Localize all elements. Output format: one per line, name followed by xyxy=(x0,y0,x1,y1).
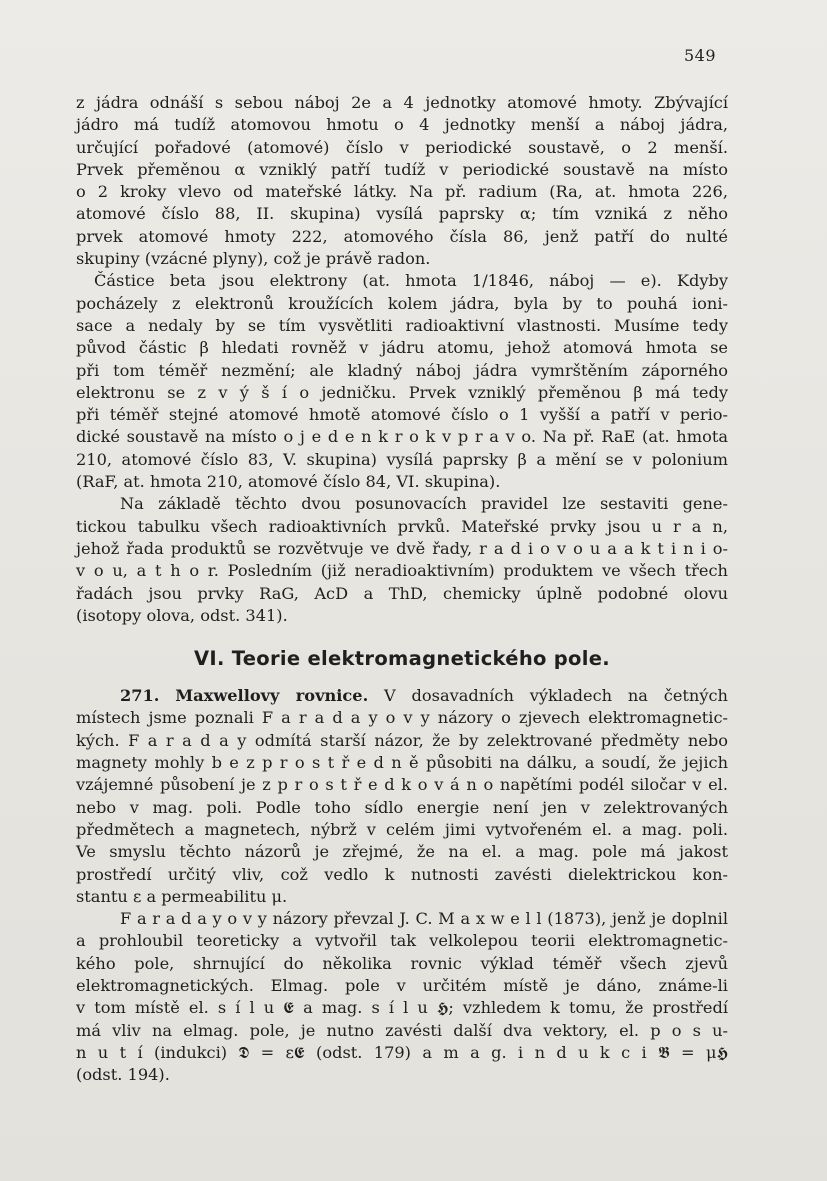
text-line: kého pole, shrnující do několika rovnic výklad téměř všech zjevů xyxy=(76,953,728,973)
text-line: tickou tabulku všech radioaktivních prvků. Mateřské prvky jsou u r a n, xyxy=(76,516,728,536)
page-number: 549 xyxy=(684,46,717,65)
text-line: určující pořadové (atomové) číslo v periodické soustavě, o 2 menší. xyxy=(76,137,728,157)
text-line: elektronu se z v ý š í o jedničku. Prvek vzniklý přeměnou β má tedy xyxy=(76,382,728,402)
text-line: v tom místě el. s í l u 𝕰 a mag. s í l u 𝕳; vzhledem k tomu, že prostředí xyxy=(76,998,728,1018)
text-line: jádro má tudíž atomovou hmotu o 4 jednotky menší a náboj jádra, xyxy=(76,115,728,135)
text-line: prostředí určitý vliv, což vedlo k nutnosti zavésti dielektrickou kon- xyxy=(76,864,728,884)
text-line: kých. F a r a d a y odmítá starší názor, že by zelektrované předměty nebo xyxy=(76,730,728,750)
text-line: vzájemné působení je z p r o s t ř e d k o v á n o napětími podél siločar v el. xyxy=(76,775,728,795)
section-271 xyxy=(76,685,728,1086)
text-line: n u t í (indukci) 𝕯 = ε𝕰 (odst. 179) a m a g. i n d u k c i 𝕭 = μ𝕳 xyxy=(76,1042,728,1062)
text-line: Ve smyslu těchto názorů je zřejmé, že na el. a mag. pole má jakost xyxy=(76,842,728,862)
section-first-line xyxy=(76,685,728,707)
section-title: Maxwellovy rovnice. xyxy=(175,686,369,706)
text-line: prvek atomové hmoty 222, atomového čísla 86, jenž patří do nulté xyxy=(76,226,728,246)
text-line: elektromagnetických. Elmag. pole v určitém místě je dáno, známe-li xyxy=(76,975,728,995)
text-line: původ částic β hledati rovněž v jádru atomu, jehož atomová hmota se xyxy=(76,338,728,358)
page-body xyxy=(76,92,728,1086)
text-line: při téměř stejné atomové hmotě atomové číslo o 1 vyšší a patří v perio- xyxy=(76,405,728,425)
text-line: (RaF, at. hmota 210, atomové číslo 84, VI. skupina). xyxy=(76,472,501,492)
text-line: místech jsme poznali F a r a d a y o v y názory o zjevech elektromagnetic- xyxy=(76,708,728,728)
text-line: o 2 kroky vlevo od mateřské látky. Na př. radium (Ra, at. hmota 226, xyxy=(76,182,728,202)
section-number: 271. xyxy=(120,686,160,706)
text-line: dické soustavě na místo o j e d e n k r o k v p r a v o. Na př. RaE (at. hmota xyxy=(76,427,728,447)
chapter-heading: VI. Teorie elektromagnetického pole. xyxy=(194,647,610,671)
paragraph-block-radioactivity xyxy=(76,92,728,627)
text-line: při tom téměř nezmění; ale kladný náboj jádra vymrštěním záporného xyxy=(76,360,728,380)
text-line: Prvek přeměnou α vzniklý patří tudíž v periodické soustavě na místo xyxy=(76,159,728,179)
text-line: Na základě těchto dvou posunovacích pravidel lze sestaviti gene- xyxy=(120,494,728,514)
text-line: řadách jsou prvky RaG, AcD a ThD, chemicky úplně podobné olovu xyxy=(76,583,728,603)
text-line: v o u, a t h o r. Posledním (již neradioaktivním) produktem ve všech třech xyxy=(76,561,728,581)
section-first-line-text: V dosavadních výkladech na četných xyxy=(384,686,728,706)
text-line: Částice beta jsou elektrony (at. hmota 1/1846, náboj — e). Kdyby xyxy=(94,271,728,291)
text-line: F a r a d a y o v y názory převzal J. C. M a x w e l l (1873), jenž je doplnil xyxy=(120,909,728,929)
text-line: předmětech a magnetech, nýbrž v celém jimi vytvořeném el. a mag. poli. xyxy=(76,819,728,839)
text-line: pocházely z elektronů kroužících kolem jádra, byla by to pouhá ioni- xyxy=(76,293,728,313)
text-line: jehož řada produktů se rozvětvuje ve dvě řady, r a d i o v o u a a k t i n i o- xyxy=(76,538,728,558)
text-line: z jádra odnáší s sebou náboj 2e a 4 jednotky atomové hmoty. Zbývající xyxy=(76,93,728,112)
text-line: (isotopy olova, odst. 341). xyxy=(76,605,288,625)
text-line: atomové číslo 88, II. skupina) vysílá paprsky α; tím vzniká z něho xyxy=(76,204,728,224)
text-line: skupiny (vzácné plyny), což je právě radon. xyxy=(76,249,431,269)
text-line: 210, atomové číslo 83, V. skupina) vysílá paprsky β a mění se v polonium xyxy=(76,449,728,469)
text-line: stantu ε a permeabilitu μ. xyxy=(76,886,288,906)
text-line: a prohloubil teoreticky a vytvořil tak velkolepou teorii elektromagnetic- xyxy=(76,931,728,951)
text-line: nebo v mag. poli. Podle toho sídlo energie není jen v zelektrovaných xyxy=(76,797,728,817)
text-line: sace a nedaly by se tím vysvětliti radioaktivní vlastnosti. Musíme tedy xyxy=(76,315,728,335)
text-line: magnety mohly b e z p r o s t ř e d n ě působiti na dálku, a soudí, že jejich xyxy=(76,753,728,773)
text-line: (odst. 194). xyxy=(76,1065,170,1085)
text-line: má vliv na elmag. pole, je nutno zavésti další dva vektory, el. p o s u- xyxy=(76,1020,728,1040)
